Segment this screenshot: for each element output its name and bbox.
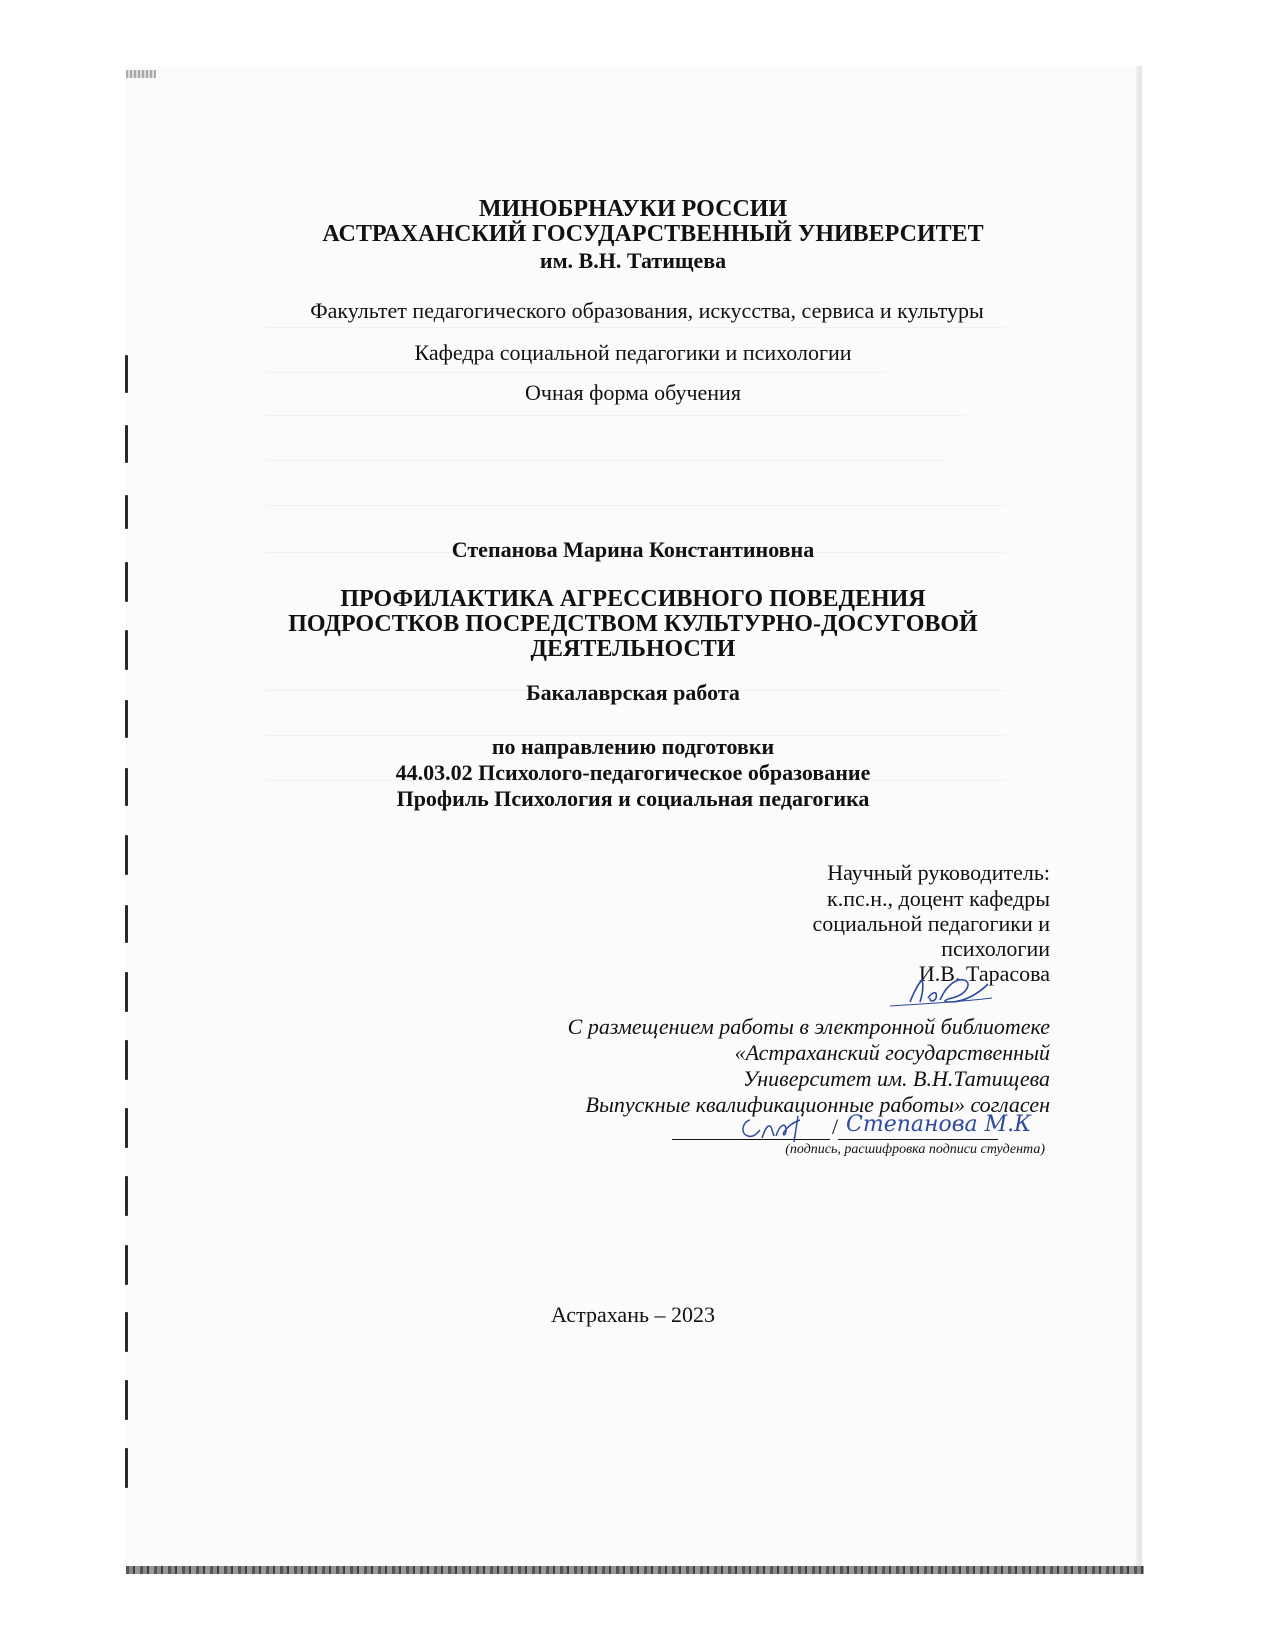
binding-mark: [125, 425, 128, 463]
consent-line1: С размещением работы в электронной библиотеке: [567, 1014, 1050, 1039]
binding-mark: [125, 1245, 128, 1285]
bleed-through-line: [265, 327, 1005, 328]
binding-mark: [125, 1448, 128, 1488]
supervisor-department-cont: психологии: [941, 936, 1050, 961]
supervisor-label: Научный руководитель:: [827, 860, 1050, 885]
signature-separator: /: [832, 1114, 839, 1139]
binding-mark: [125, 1040, 128, 1080]
binding-mark: [125, 1380, 128, 1420]
thesis-title-line2: ПОДРОСТКОВ ПОСРЕДСТВОМ КУЛЬТУРНО-ДОСУГОВОЙ: [288, 611, 978, 637]
page-edge: [1136, 66, 1142, 1571]
signature-caption: (подпись, расшифровка подписи студента): [785, 1142, 1045, 1157]
work-type: Бакалаврская работа: [526, 680, 740, 705]
faculty-name: Факультет педагогического образования, искусства, сервиса и культуры: [310, 298, 984, 323]
bleed-through-line: [265, 460, 945, 461]
study-form: Очная форма обучения: [525, 380, 741, 405]
student-signature: [730, 1112, 810, 1144]
scan-corner-mark: [126, 70, 156, 78]
direction-line1: по направлению подготовки: [491, 734, 775, 759]
direction-code: 44.03.02 Психолого-педагогическое образование: [395, 760, 871, 785]
consent-line2: «Астраханский государственный: [734, 1040, 1050, 1065]
document-page: [126, 66, 1140, 1571]
binding-mark: [125, 835, 128, 875]
supervisor-degree: к.пс.н., доцент кафедры: [827, 886, 1050, 911]
bleed-through-line: [265, 372, 885, 373]
binding-mark: [125, 1176, 128, 1216]
binding-mark: [125, 972, 128, 1012]
consent-line4: Выпускные квалификационные работы» согласен: [585, 1092, 1050, 1117]
author-name: Степанова Марина Константиновна: [451, 537, 815, 562]
department-name: Кафедра социальной педагогики и психологии: [414, 340, 852, 365]
consent-line3: Университет им. В.Н.Татищева: [742, 1066, 1050, 1091]
bleed-through-line: [265, 415, 965, 416]
bleed-through-line: [265, 505, 1005, 506]
supervisor-department: социальной педагогики и: [812, 911, 1050, 936]
supervisor-name: И.В. Тарасова: [918, 961, 1050, 986]
scan-bottom-edge: [126, 1566, 1144, 1574]
student-name-line: [838, 1139, 998, 1140]
binding-mark: [125, 495, 128, 529]
thesis-title-line3: ДЕЯТЕЛЬНОСТИ: [530, 636, 736, 662]
university-heading: АСТРАХАНСКИЙ ГОСУДАРСТВЕННЫЙ УНИВЕРСИТЕТ: [322, 221, 984, 247]
direction-profile: Профиль Психология и социальная педагогика: [396, 786, 870, 811]
ministry-heading: МИНОБРНАУКИ РОССИИ: [478, 196, 788, 222]
city-year: Астрахань – 2023: [550, 1302, 716, 1327]
supervisor-signature: [880, 972, 1000, 1012]
binding-mark: [125, 905, 128, 943]
student-name-handwritten: Степанова М.К: [846, 1112, 1032, 1137]
binding-mark: [125, 1108, 128, 1148]
thesis-title-line1: ПРОФИЛАКТИКА АГРЕССИВНОГО ПОВЕДЕНИЯ: [340, 586, 926, 612]
university-named-after: им. В.Н. Татищева: [539, 248, 727, 273]
